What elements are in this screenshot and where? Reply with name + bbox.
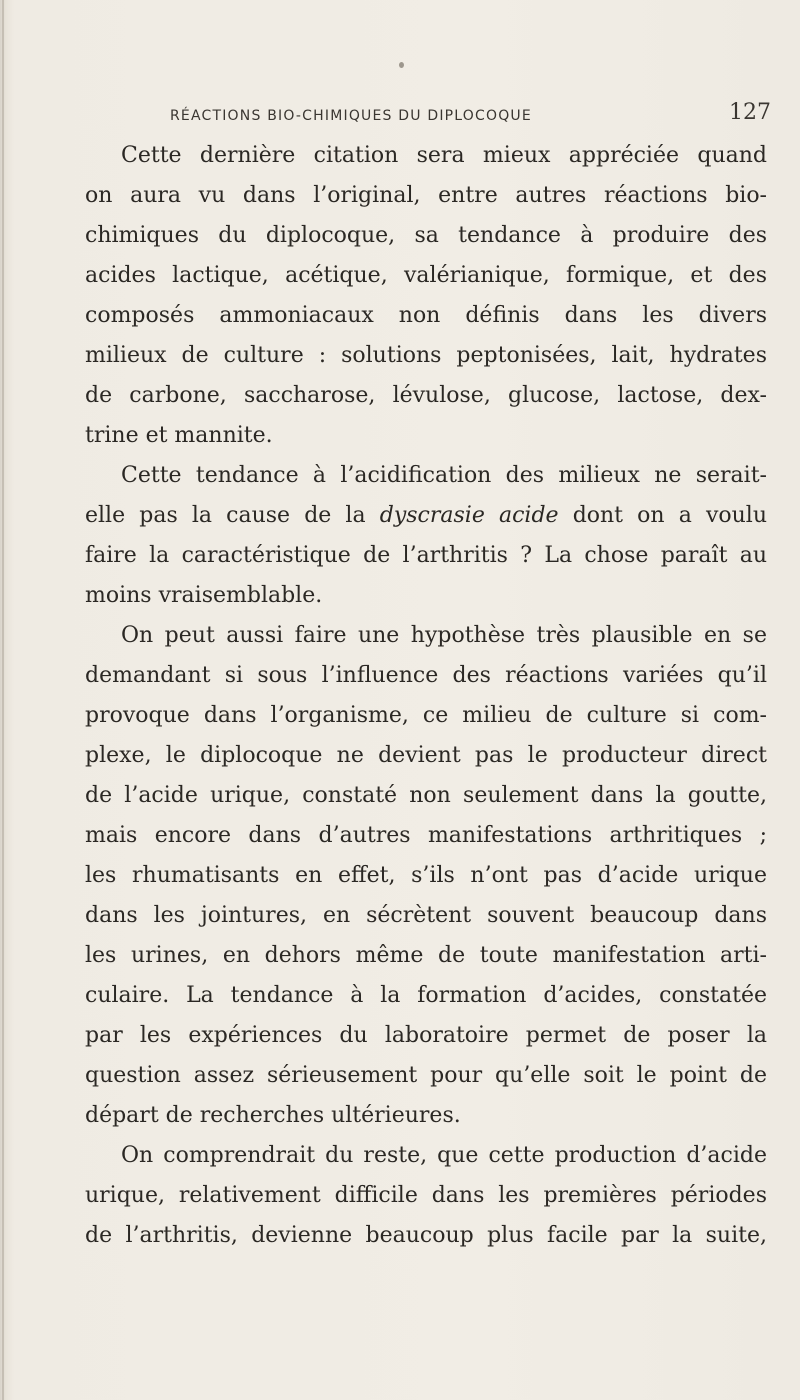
text-line: de carbone, saccharose, lévulose, glucose, lactose, dex- (85, 383, 767, 408)
text-line: on aura vu dans l’original, entre autres réactions bio- (85, 183, 767, 208)
text-line: par les expériences du laboratoire permet de poser la (85, 1023, 767, 1048)
text-line: Cette tendance à l’acidification des milieux ne serait- (121, 463, 767, 488)
text-line: acides lactique, acétique, valérianique, formique, et des (85, 263, 767, 288)
text-line: urique, relativement difficile dans les premières périodes (85, 1183, 767, 1208)
body-text (85, 136, 767, 1256)
text-line: moins vraisemblable. (85, 583, 323, 608)
text-line: composés ammoniacaux non définis dans les divers (85, 303, 767, 328)
text-segment: dont on a voulu (572, 503, 768, 528)
text-line: provoque dans l’organisme, ce milieu de culture si com- (85, 703, 767, 728)
text-line: faire la caractéristique de l’arthritis ? La chose paraît au (85, 543, 767, 568)
text-line: On comprendrait du reste, que cette production d’acide (121, 1143, 767, 1168)
text-line: plexe, le diplocoque ne devient pas le producteur direct (85, 743, 767, 768)
text-line: demandant si sous l’influence des réactions variées qu’il (85, 663, 767, 688)
text-line-with-emphasis (85, 496, 767, 536)
running-head: RÉACTIONS BIO-CHIMIQUES DU DIPLOCOQUE (170, 108, 532, 124)
text-line: question assez sérieusement pour qu’elle soit le point de (85, 1063, 767, 1088)
text-line: Cette dernière citation sera mieux appréciée quand (121, 143, 767, 168)
text-line: les urines, en dehors même de toute manifestation arti- (85, 943, 767, 968)
text-line: mais encore dans d’autres manifestations arthritiques ; (85, 823, 767, 848)
text-line: de l’acide urique, constaté non seulement dans la goutte, (85, 783, 767, 808)
text-line: culaire. La tendance à la formation d’acides, constatée (85, 983, 767, 1008)
binding-gutter (2, 0, 4, 1400)
text-line: chimiques du diplocoque, sa tendance à produire des (85, 223, 767, 248)
text-line: milieux de culture : solutions peptonisées, lait, hydrates (85, 343, 767, 368)
text-line: les rhumatisants en effet, s’ils n’ont pas d’acide urique (85, 863, 767, 888)
text-line: trine et mannite. (85, 423, 273, 448)
page-number: 127 (729, 100, 771, 125)
text-line: départ de recherches ultérieures. (85, 1103, 461, 1128)
text-line: de l’arthritis, devienne beaucoup plus facile par la suite, (85, 1223, 767, 1248)
text-line: dans les jointures, en sécrètent souvent beaucoup dans (85, 903, 767, 928)
ink-speck (399, 62, 404, 68)
text-segment: elle pas la cause de la (85, 503, 366, 528)
text-line: On peut aussi faire une hypothèse très plausible en se (121, 623, 767, 648)
emphasis-term: dyscrasie acide (379, 503, 559, 528)
